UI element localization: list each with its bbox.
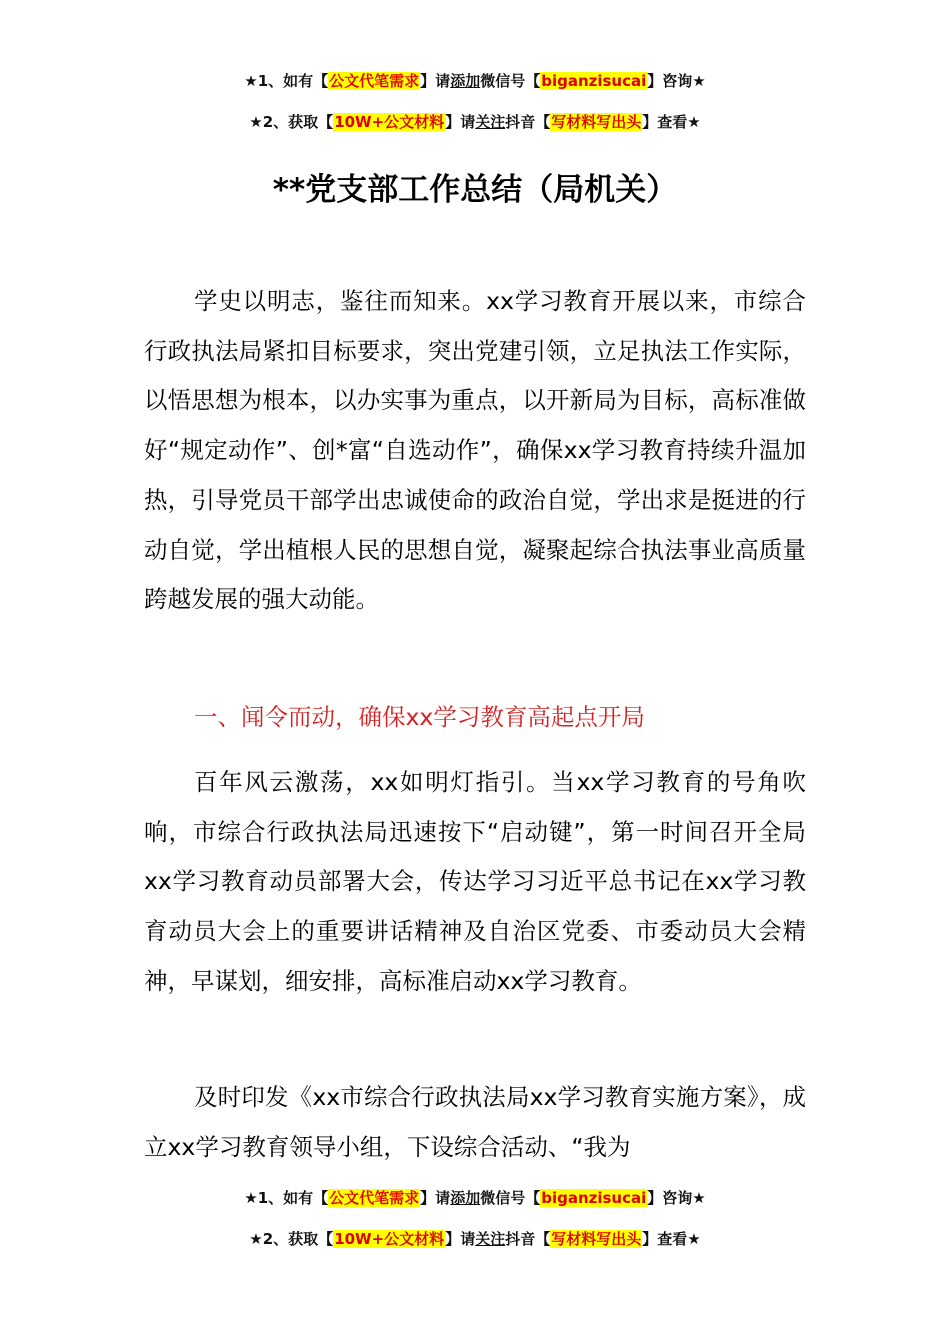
ad-text: 】请 [420, 72, 451, 90]
ad-emphasis: 关注 [475, 113, 506, 131]
ad-text: 】请 [445, 1230, 476, 1248]
footer-ad-line-1 [0, 1187, 950, 1209]
ad-emphasis: 添加 [450, 72, 481, 90]
body-paragraph-1: 学史以明志，鉴往而知来。xx学习教育开展以来，市综合行政执法局紧扣目标要求，突出党建引领，立足执法工作实际，以悟思想为根本，以办实事为重点，以开新局为目标，高标准做好“规定动作”、创*富“自选动作”，确保xx学习教育持续升温加热，引导党员干部学出忠诚使命的政治自觉，学出求是挺进的行动自觉，学出植根人民的思想自觉，凝聚起综合执法事业高质量跨越发展的强大动能。 [144, 287, 806, 614]
header-ad-line-2 [0, 111, 950, 133]
ad-emphasis: 添加 [450, 1189, 481, 1207]
footer-ad-line-2 [0, 1228, 950, 1250]
body-paragraph-3: 及时印发《xx市综合行政执法局xx学习教育实施方案》，成立xx学习教育领导小组，下设综合活动、“我为 [144, 1083, 806, 1161]
ad-text: ★1、如有【 [244, 72, 329, 90]
ad-text: 】查看★ [642, 1230, 701, 1248]
ad-text: 】咨询★ [647, 1189, 706, 1207]
ad-highlight: 10W+公文材料 [334, 1230, 445, 1248]
ad-highlight: 写材料写出头 [551, 1230, 642, 1248]
ad-highlight: 公文代笔需求 [329, 1189, 420, 1207]
ad-highlight: biganzisucai [541, 1189, 647, 1207]
ad-text: 微信号【 [480, 1189, 541, 1207]
ad-emphasis: 关注 [475, 1230, 506, 1248]
header-ad-line-1 [0, 70, 950, 92]
ad-text: 抖音【 [505, 113, 551, 131]
ad-text: 微信号【 [480, 72, 541, 90]
ad-text: 】咨询★ [647, 72, 706, 90]
document-title: **党支部工作总结（局机关） [272, 172, 678, 208]
body-paragraph-2: 百年风云激荡，xx如明灯指引。当xx学习教育的号角吹响，市综合行政执法局迅速按下“启动键”，第一时间召开全局xx学习教育动员部署大会，传达学习习近平总书记在xx学习教育动员大会上的重要讲话精神及自治区党委、市委动员大会精神，早谋划，细安排，高标准启动xx学习教育。 [144, 768, 806, 995]
ad-text: 抖音【 [505, 1230, 551, 1248]
ad-text: 】请 [420, 1189, 451, 1207]
ad-text: ★2、获取【 [249, 113, 334, 131]
ad-highlight: 10W+公文材料 [334, 113, 445, 131]
ad-text: ★1、如有【 [244, 1189, 329, 1207]
ad-text: 】请 [445, 113, 476, 131]
ad-text: ★2、获取【 [249, 1230, 334, 1248]
section-heading-1: 一、闻令而动，确保xx学习教育高起点开局 [194, 703, 645, 731]
ad-highlight: biganzisucai [541, 72, 647, 90]
ad-text: 】查看★ [642, 113, 701, 131]
ad-highlight: 公文代笔需求 [329, 72, 420, 90]
ad-highlight: 写材料写出头 [551, 113, 642, 131]
